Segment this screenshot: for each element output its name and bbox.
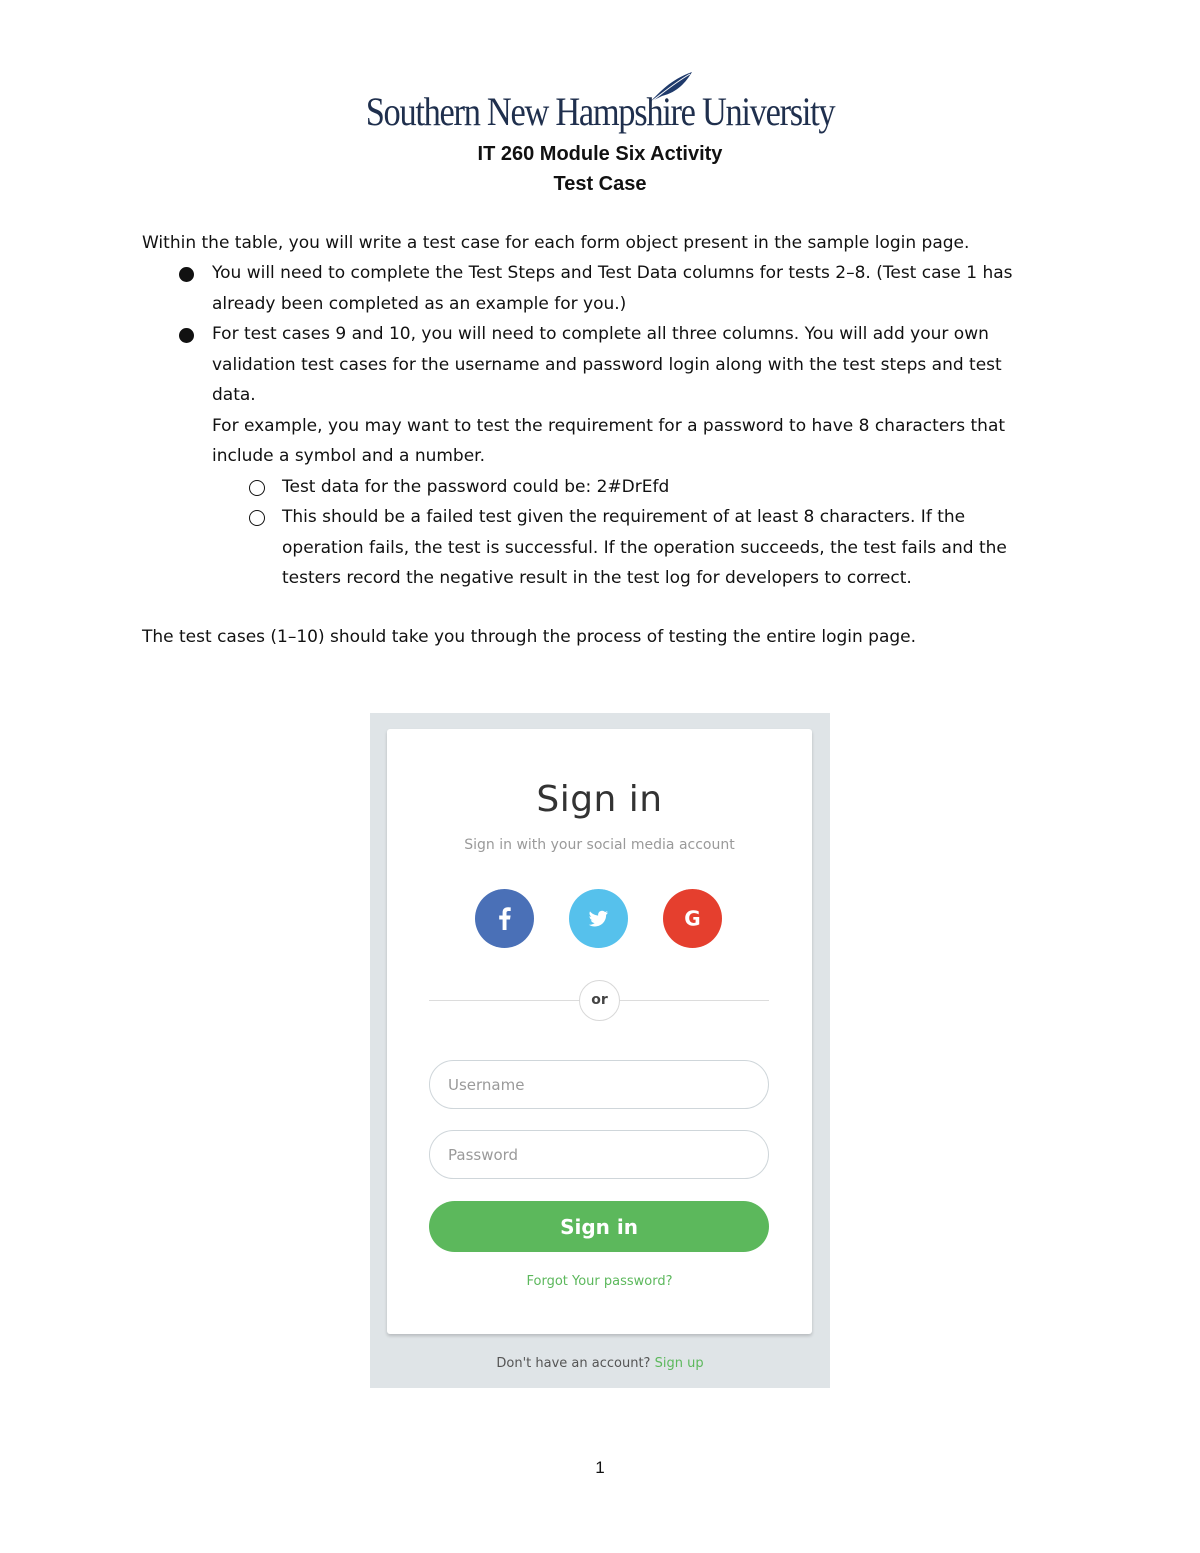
document-title: IT 260 Module Six Activity: [477, 143, 723, 165]
bullet-icon: [179, 328, 194, 343]
list-item: [142, 258, 1042, 319]
intro-paragraph: Within the table, you will write a test case for each form object present in the sample login page.: [142, 233, 970, 253]
twitter-button[interactable]: [569, 889, 628, 948]
closing-paragraph: The test cases (1–10) should take you through the process of testing the entire login page.: [142, 627, 917, 647]
forgot-password-link[interactable]: Forgot Your password?: [526, 1274, 673, 1289]
social-subtitle: Sign in with your social media account: [464, 837, 735, 853]
bullet-text: For test cases 9 and 10, you will need to complete all three columns. You will add your own validation test cases for the username and password login along with the test steps and test data.: [212, 324, 1002, 405]
hollow-bullet-icon: [249, 510, 265, 526]
username-input[interactable]: [429, 1060, 769, 1109]
instruction-list: [142, 258, 1042, 594]
sub-list: [212, 472, 1042, 594]
sub-bullet-text: Test data for the password could be: 2#DrEfd: [282, 476, 670, 497]
sub-list-item: [142, 502, 1042, 594]
login-page-screenshot: [370, 713, 830, 1388]
bullet-text: You will need to complete the Test Steps and Test Data columns for tests 2–8. (Test case 1 has already been completed as an example for you.): [212, 263, 1013, 314]
google-icon: [663, 889, 722, 948]
logo-text: Southern New Hampshire University: [365, 89, 835, 134]
svg-text:G: G: [684, 906, 701, 931]
sub-list-item: [142, 472, 1042, 503]
facebook-icon: [475, 889, 534, 948]
document-subtitle: Test Case: [553, 173, 647, 195]
bullet-icon: [179, 267, 194, 282]
list-item: [142, 319, 1042, 594]
university-logo: [0, 66, 1200, 142]
signup-link[interactable]: Sign up: [654, 1356, 704, 1371]
hollow-bullet-icon: [249, 480, 265, 496]
example-note: For example, you may want to test the requirement for a password to have 8 characters that include a symbol and a number.: [212, 415, 1006, 466]
sub-bullet-text: This should be a failed test given the requirement of at least 8 characters. If the operation fails, the test is successful. If the operation succeeds, the test fails and the testers record the negative result in the test log for developers to correct.: [282, 507, 1007, 588]
signup-prompt-text: Don't have an account?: [496, 1356, 651, 1371]
twitter-icon: [569, 889, 628, 948]
google-button[interactable]: [663, 889, 722, 948]
page-number: 1: [595, 1458, 605, 1477]
password-input[interactable]: [429, 1130, 769, 1179]
signup-prompt: [370, 1356, 830, 1371]
facebook-button[interactable]: [475, 889, 534, 948]
signin-button[interactable]: Sign in: [429, 1201, 769, 1252]
login-card: [387, 729, 812, 1334]
or-divider: or: [579, 980, 620, 1021]
signin-title: Sign in: [536, 779, 663, 820]
